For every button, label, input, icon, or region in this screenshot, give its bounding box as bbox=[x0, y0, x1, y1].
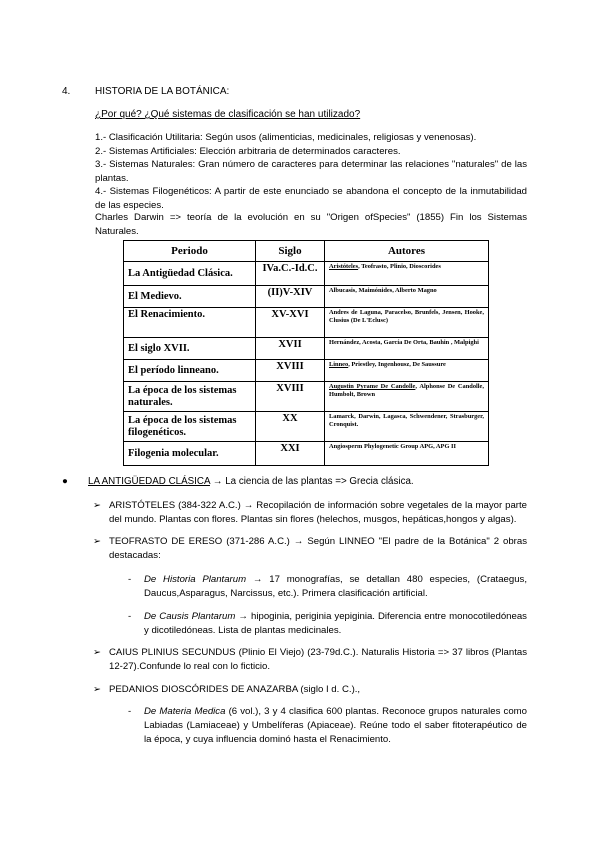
item-plinio bbox=[95, 646, 527, 674]
section-number: 4. bbox=[62, 86, 71, 97]
table-row bbox=[124, 308, 489, 338]
cell-periodo: El siglo XVII. bbox=[124, 338, 256, 360]
cell-periodo: La Antigüedad Clásica. bbox=[124, 262, 256, 286]
system-4: 4.- Sistemas Filogenéticos: A partir de este enunciado se abandona el concepto de la inmutabilidad de las especies. bbox=[95, 186, 527, 211]
arrow-bullet-icon: ➢ bbox=[93, 536, 102, 547]
arrow-bullet-icon: ➢ bbox=[93, 684, 102, 695]
arrow-bullet-icon: ➢ bbox=[93, 647, 102, 658]
dash-bullet: - bbox=[128, 611, 132, 622]
system-2: 2.- Sistemas Artificiales: Elección arbitraria de determinados caracteres. bbox=[95, 146, 401, 157]
aristoteles-text: ARISTÓTELES (384-322 A.C.) → Recopilación de información sobre vegetales de la mayor parte del mundo. Plantas con flores. Plantas sin flores (helechos, musgos, hepáticas,hongos y algas). bbox=[109, 500, 527, 525]
teofrasto-text: TEOFRASTO DE ERESO (371-286 A.C.) → Según LINNEO "El padre de la Botánica" 2 obras destacadas: bbox=[109, 536, 527, 561]
darwin-note: Charles Darwin => teoría de la evolución en su "Origen ofSpecies" (1855) Fin los Sistemas Naturales. bbox=[95, 212, 527, 237]
cell-autores: Angiosperm Phylogenetic Group APG, APG II bbox=[325, 442, 489, 466]
table-row bbox=[124, 360, 489, 382]
section-heading bbox=[62, 86, 229, 97]
cell-autores: Albucasis, Maimónides, Alberto Magno bbox=[325, 286, 489, 308]
cell-siglo: IVa.C.-Id.C. bbox=[256, 262, 325, 286]
dash-bullet: - bbox=[128, 574, 132, 585]
cell-siglo: (II)V-XIV bbox=[256, 286, 325, 308]
item-aristoteles bbox=[95, 499, 527, 527]
header-autores: Autores bbox=[325, 241, 489, 262]
table-row bbox=[124, 442, 489, 466]
work-title: De Historia Plantarum bbox=[144, 574, 247, 585]
bullet-icon: ● bbox=[62, 476, 68, 487]
main-bullet-text: → La ciencia de las plantas => Grecia clásica. bbox=[209, 476, 414, 487]
cell-autores: Andres de Laguna, Paracelso, Brunfels, Jensen, Hooke, Clusius (De L'Eclusc) bbox=[325, 308, 489, 338]
system-3: 3.- Sistemas Naturales: Gran número de caracteres para determinar las relaciones "naturales" de las plantas. bbox=[95, 159, 527, 184]
header-periodo: Periodo bbox=[124, 241, 256, 262]
work-title: De Causis Plantarum bbox=[144, 611, 236, 622]
header-siglo: Siglo bbox=[256, 241, 325, 262]
work-description: → 17 monografías, se detallan 480 especies, (Crataegus, Daucus,Asparagus, Narcissus, etc.). Primera clasificación artificial. bbox=[144, 574, 527, 599]
work-description: (6 vol.), 3 y 4 clasifica 600 plantas. Reconoce grupos naturales como Labiadas (Lamiaceae) y Umbelíferas (Apiaceae). Reúne todo el saber fitoterapéutico de la época, y cuya influencia dominó hasta el Renacimiento. bbox=[144, 706, 528, 745]
cell-siglo: XV-XVI bbox=[256, 308, 325, 338]
cell-periodo: El período linneano. bbox=[124, 360, 256, 382]
table-row bbox=[124, 412, 489, 442]
cell-periodo: La época de los sistemas naturales. bbox=[124, 382, 256, 412]
cell-autores: Aristóteles, Teofrasto, Plinio, Dioscorides bbox=[325, 262, 489, 286]
cell-autores: Augustin Pyrame De Candolle, Alphonse De Candolle, Humbolt, Brown bbox=[325, 382, 489, 412]
cell-autores: Lamarck, Darwin, Lagasca, Schwendener, Strasburger, Cronquist. bbox=[325, 412, 489, 442]
cell-autores: Hernández, Acosta, García De Orta, Bauhin , Malpighi bbox=[325, 338, 489, 360]
botany-periods-table bbox=[123, 240, 489, 466]
antiguedad-link[interactable]: LA ANTIGÜEDAD CLÁSICA bbox=[88, 476, 210, 487]
item-teofrasto bbox=[95, 535, 527, 563]
cell-siglo: XVIII bbox=[256, 382, 325, 412]
plinio-text: CAIUS PLINIUS SECUNDUS (Plinio El Viejo) (23-79d.C.). Naturalis Historia => 37 libros (Plantas 12-27).Confunde lo real con lo ficticio. bbox=[109, 647, 527, 672]
dash-bullet: - bbox=[128, 706, 132, 717]
main-bullet bbox=[62, 476, 414, 487]
pedanios-text: PEDANIOS DIOSCÓRIDES DE ANAZARBA (siglo I d. C.)., bbox=[109, 684, 361, 695]
cell-siglo: XXI bbox=[256, 442, 325, 466]
table-row bbox=[124, 338, 489, 360]
item-pedanios bbox=[95, 683, 527, 697]
cell-siglo: XX bbox=[256, 412, 325, 442]
table-row bbox=[124, 262, 489, 286]
item-causis-plantarum bbox=[130, 610, 527, 638]
work-title: De Materia Medica bbox=[144, 706, 226, 717]
cell-siglo: XVIII bbox=[256, 360, 325, 382]
cell-autores: Linneo, Priestley, Ingenhousz, De Saussure bbox=[325, 360, 489, 382]
cell-siglo: XVII bbox=[256, 338, 325, 360]
subquestion: ¿Por qué? ¿Qué sistemas de clasificación se han utilizado? bbox=[95, 109, 361, 120]
arrow-bullet-icon: ➢ bbox=[93, 500, 102, 511]
cell-periodo: El Renacimiento. bbox=[124, 308, 256, 338]
table-header-row bbox=[124, 241, 489, 262]
section-title: HISTORIA DE LA BOTÁNICA: bbox=[95, 86, 230, 97]
table-row bbox=[124, 286, 489, 308]
cell-periodo: El Medievo. bbox=[124, 286, 256, 308]
system-1: 1.- Clasificación Utilitaria: Según usos (alimenticias, medicinales, religiosas y venenosas). bbox=[95, 132, 477, 143]
cell-periodo: Filogenia molecular. bbox=[124, 442, 256, 466]
work-description: → hipoginia, periginia yepiginia. Diferencia entre monocotiledóneas y dicotiledóneas. Lista de plantas medicinales. bbox=[144, 611, 527, 636]
cell-periodo: La época de los sistemas filogenéticos. bbox=[124, 412, 256, 442]
table-row bbox=[124, 382, 489, 412]
item-historia-plantarum bbox=[130, 573, 527, 601]
item-materia-medica bbox=[130, 705, 527, 747]
